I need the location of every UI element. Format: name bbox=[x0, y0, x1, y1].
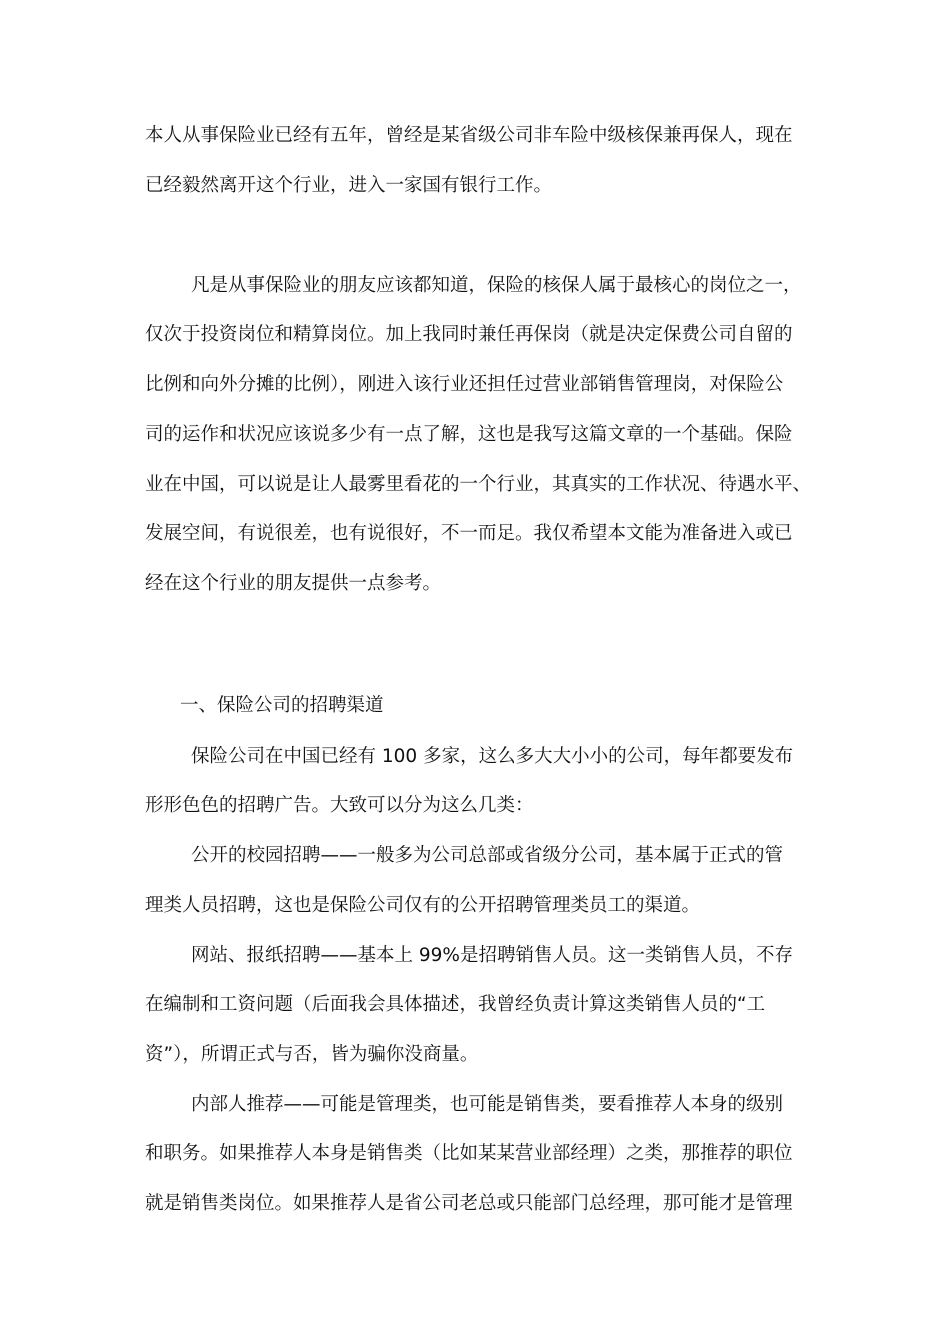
paragraph-line: 本人从事保险业已经有五年，曾经是某省级公司非车险中级核保兼再保人，现在 bbox=[145, 125, 793, 146]
paragraph-line: 经在这个行业的朋友提供一点参考。 bbox=[145, 573, 442, 594]
paragraph-line: 业在中国，可以说是让人最雾里看花的一个行业，其真实的工作状况、待遇水平、 bbox=[145, 474, 812, 495]
paragraph-line: 发展空间，有说很差，也有说很好，不一而足。我仅希望本文能为准备进入或已 bbox=[145, 523, 793, 544]
paragraph-line: 保险公司在中国已经有 100 多家，这么多大大小小的公司，每年都要发布 bbox=[191, 746, 794, 767]
paragraph-line: 司的运作和状况应该说多少有一点了解，这也是我写这篇文章的一个基础。保险 bbox=[145, 424, 793, 445]
paragraph-line: 资”），所谓正式与否，皆为骗你没商量。 bbox=[145, 1044, 479, 1065]
paragraph-line: 在编制和工资问题（后面我会具体描述，我曾经负责计算这类销售人员的“工 bbox=[145, 994, 766, 1015]
paragraph-line: 和职务。如果推荐人本身是销售类（比如某某营业部经理）之类，那推荐的职位 bbox=[145, 1143, 793, 1164]
paragraph-line: 已经毅然离开这个行业，进入一家国有银行工作。 bbox=[145, 175, 553, 196]
paragraph-line: 理类人员招聘，这也是保险公司仅有的公开招聘管理类员工的渠道。 bbox=[145, 895, 701, 916]
paragraph-line: 比例和向外分摊的比例），刚进入该行业还担任过营业部销售管理岗，对保险公 bbox=[145, 374, 784, 395]
paragraph-line: 网站、报纸招聘——基本上 99%是招聘销售人员。这一类销售人员，不存 bbox=[191, 945, 794, 966]
paragraph-line: 就是销售类岗位。如果推荐人是省公司老总或只能部门总经理，那可能才是管理 bbox=[145, 1193, 793, 1214]
paragraph-line: 仅次于投资岗位和精算岗位。加上我同时兼任再保岗（就是决定保费公司自留的 bbox=[145, 324, 793, 345]
paragraph-line: 公开的校园招聘——一般多为公司总部或省级分公司，基本属于正式的管 bbox=[191, 845, 784, 866]
paragraph-line: 凡是从事保险业的朋友应该都知道，保险的核保人属于最核心的岗位之一， bbox=[191, 275, 802, 296]
paragraph-line: 内部人推荐——可能是管理类，也可能是销售类，要看推荐人本身的级别 bbox=[191, 1094, 784, 1115]
section-heading: 一、保险公司的招聘渠道 bbox=[180, 695, 384, 716]
paragraph-line: 形形色色的招聘广告。大致可以分为这么几类： bbox=[145, 795, 534, 816]
